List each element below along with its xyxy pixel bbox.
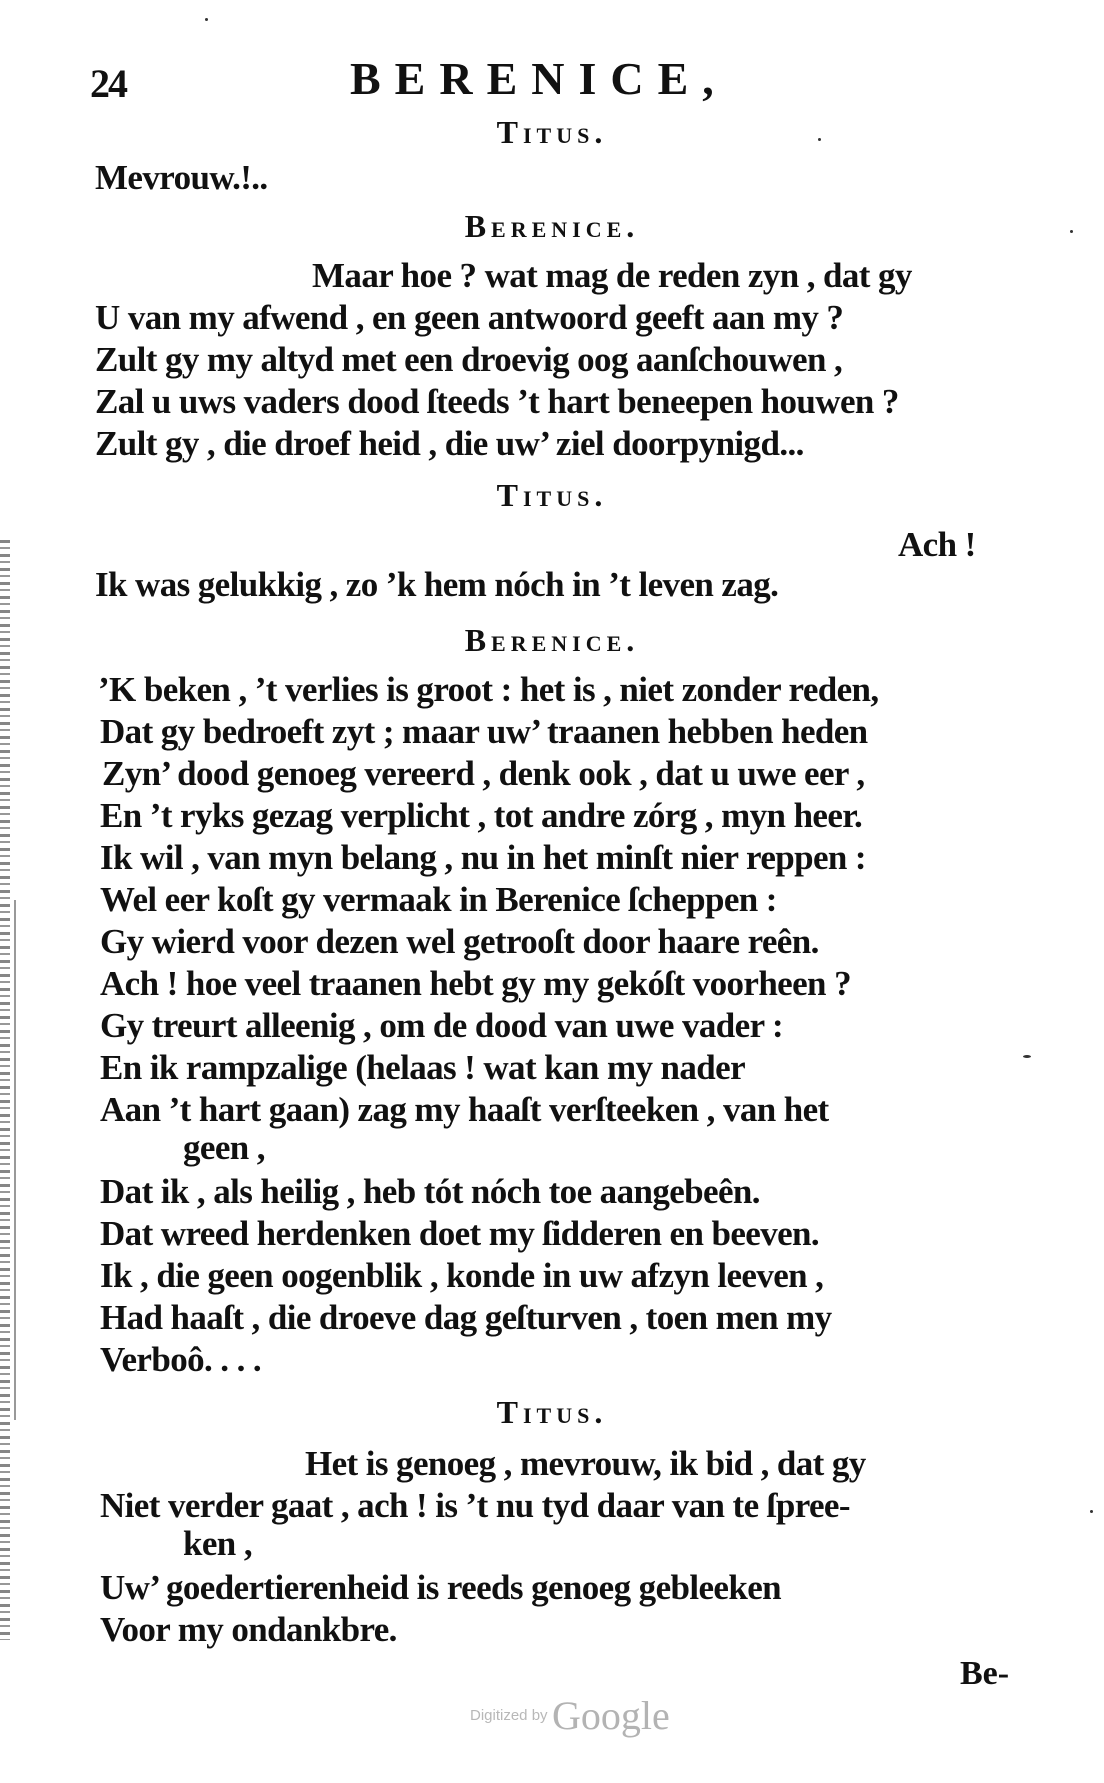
verse-line: Ik , die geen oogenblik , konde in uw afzyn leeven ,: [100, 1256, 824, 1295]
binding-shadow: [14, 900, 16, 1420]
verse-line: Had haaſt , die droeve dag geſturven , toen men my: [100, 1298, 832, 1337]
verse-line: ’K beken , ’t verlies is groot : het is , niet zonder reden,: [98, 670, 879, 709]
verse-line: En ik rampzalige (helaas ! wat kan my nader: [100, 1048, 746, 1087]
speaker-name: Titus.: [496, 114, 608, 150]
verse-line: Voor my ondankbre.: [100, 1610, 397, 1649]
watermark-prefix: Digitized by: [470, 1707, 548, 1724]
print-speck: [205, 18, 208, 21]
verse-line: Aan ’t hart gaan) zag my haaſt verſteeken , van het: [100, 1090, 829, 1129]
google-logo: Google: [552, 1693, 670, 1738]
verse-line: Verboô. . . .: [100, 1340, 262, 1379]
verse-line: Mevrouw.!..: [95, 158, 268, 197]
speaker-name: Titus.: [496, 1394, 608, 1430]
verse-line: Uw’ goedertierenheid is reeds genoeg gebleeken: [100, 1568, 782, 1607]
verse-line: Ik wil , van myn belang , nu in het minſt nier reppen :: [100, 838, 866, 877]
verse-line: Zyn’ dood genoeg vereerd , denk ook , dat u uwe eer ,: [102, 754, 865, 793]
verse-line: Gy treurt alleenig , om de dood van uwe vader :: [100, 1006, 784, 1045]
verse-line: Ach ! hoe veel traanen hebt gy my gekóſt voorheen ?: [100, 964, 851, 1003]
digitization-watermark: [470, 1692, 670, 1739]
speaker-name: Titus.: [496, 477, 608, 513]
speaker-name: Berenice.: [464, 208, 640, 244]
print-speck: [818, 138, 821, 141]
page-header: [0, 52, 1104, 112]
verse-line: Niet verder gaat , ach ! is ’t nu tyd daar van te ſpree-: [100, 1486, 850, 1525]
running-title: BERENICE,: [350, 53, 728, 104]
print-speck: [1023, 1055, 1031, 1058]
speaker-name: Berenice.: [464, 622, 640, 658]
verse-line: Het is genoeg , mevrouw, ik bid , dat gy: [305, 1444, 866, 1483]
verse-line: Dat wreed herdenken doet my ſidderen en beeven.: [100, 1214, 820, 1253]
verse-line: ken ,: [183, 1524, 252, 1563]
verse-line: Zult gy , die droef heid , die uw’ ziel doorpynigd...: [95, 424, 804, 463]
binding-edge: [0, 540, 10, 1640]
verse-line: Ik was gelukkig , zo ’k hem nóch in ’t leven zag.: [95, 565, 779, 604]
verse-line: Zult gy my altyd met een droevig oog aanſchouwen ,: [95, 340, 843, 379]
print-speck: [1090, 1510, 1093, 1513]
verse-line: Maar hoe ? wat mag de reden zyn , dat gy: [312, 256, 912, 295]
catchword: Be-: [960, 1655, 1010, 1692]
verse-line: Gy wierd voor dezen wel getrooſt door haare reên.: [100, 922, 819, 961]
verse-line: Dat ik , als heilig , heb tót nóch toe aangebeên.: [100, 1172, 760, 1211]
verse-line: En ’t ryks gezag verplicht , tot andre zórg , myn heer.: [100, 796, 863, 835]
verse-line: Wel eer koſt gy vermaak in Berenice ſcheppen :: [100, 880, 777, 919]
verse-line: U van my afwend , en geen antwoord geeft aan my ?: [95, 298, 844, 337]
verse-line: geen ,: [183, 1128, 265, 1167]
print-speck: [1070, 230, 1073, 233]
verse-line: Dat gy bedroeft zyt ; maar uw’ traanen hebben heden: [100, 712, 868, 751]
verse-line: Ach !: [898, 525, 976, 564]
verse-line: Zal u uws vaders dood ſteeds ’t hart beneepen houwen ?: [95, 382, 899, 421]
page-number: 24: [90, 61, 126, 106]
